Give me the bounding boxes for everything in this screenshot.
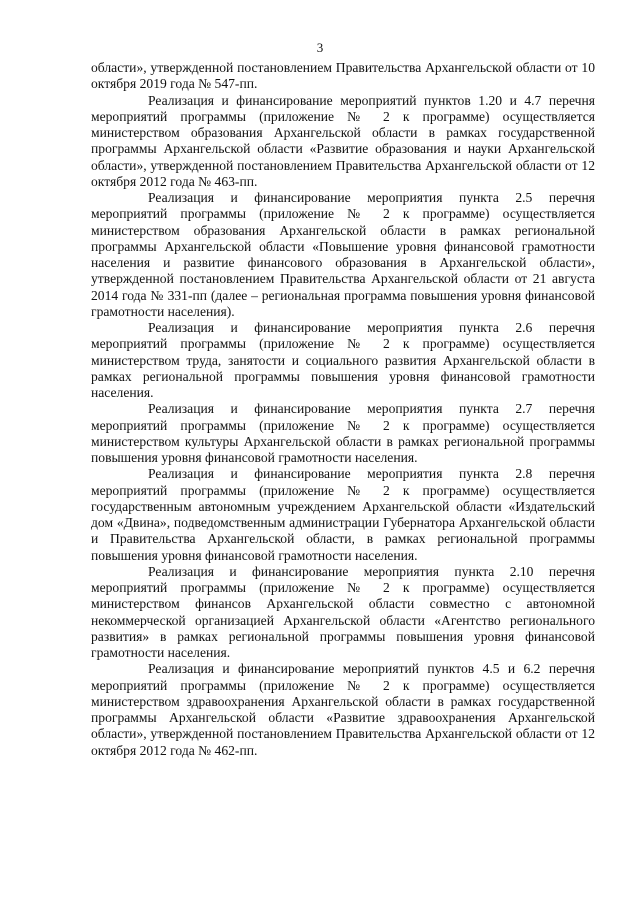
paragraph: Реализация и финансирование мероприятия пункта 2.6 перечня мероприятий программы (приложение № 2 к программе) осуществляется министерством труда, занятости и социального развития Архангельской области в рамках региональной программы повышения уровня финансовой грамотности населения. xyxy=(91,320,595,400)
paragraph: Реализация и финансирование мероприятий пунктов 1.20 и 4.7 перечня мероприятий программы (приложение № 2 к программе) осуществляется министерством образования Архангельской области в рамках государственной программы Архангельской области «Развитие образования и науки Архангельской области», утвержденной постановлением Правительства Архангельской области от 12 октября 2012 года № 463-пп. xyxy=(91,92,595,189)
paragraph: Реализация и финансирование мероприятия пункта 2.8 перечня мероприятий программы (приложение № 2 к программе) осуществляется государственным автономным учреждением Архангельской области «Издательский дом «Двина», подведомственным администрации Губернатора Архангельской области и Правительства Архангельской области, в рамках региональной программы повышения уровня финансовой грамотности населения. xyxy=(91,466,595,563)
document-body xyxy=(91,60,595,759)
paragraph: Реализация и финансирование мероприятия пункта 2.5 перечня мероприятий программы (приложение № 2 к программе) осуществляется министерством образования Архангельской области в рамках региональной программы Архангельской области «Повышение уровня финансовой грамотности населения и развитие финансового образования в Архангельской области», утвержденной постановлением Правительства Архангельской области от 21 августа 2014 года № 331-пп (далее – региональная программа повышения уровня финансовой грамотности населения). xyxy=(91,190,595,319)
paragraph: Реализация и финансирование мероприятия пункта 2.10 перечня мероприятий программы (приложение № 2 к программе) осуществляется министерством финансов Архангельской области совместно с автономной некоммерческой организацией Архангельской области «Агентство регионального развития» в рамках региональной программы повышения уровня финансовой грамотности населения. xyxy=(91,563,595,660)
paragraph: Реализация и финансирование мероприятия пункта 2.7 перечня мероприятий программы (приложение № 2 к программе) осуществляется министерством культуры Архангельской области в рамках региональной программы повышения уровня финансовой грамотности населения. xyxy=(91,401,595,465)
page-number: 3 xyxy=(316,40,324,55)
paragraph: области», утвержденной постановлением Правительства Архангельской области от 10 октября 2019 года № 547-пп. xyxy=(91,60,595,92)
paragraph: Реализация и финансирование мероприятий пунктов 4.5 и 6.2 перечня мероприятий программы (приложение № 2 к программе) осуществляется министерством здравоохранения Архангельской области в рамках государственной программы Архангельской области «Развитие здравоохранения Архангельской области», утвержденной постановлением Правительства Архангельской области от 12 октября 2012 года № 462-пп. xyxy=(91,661,595,758)
